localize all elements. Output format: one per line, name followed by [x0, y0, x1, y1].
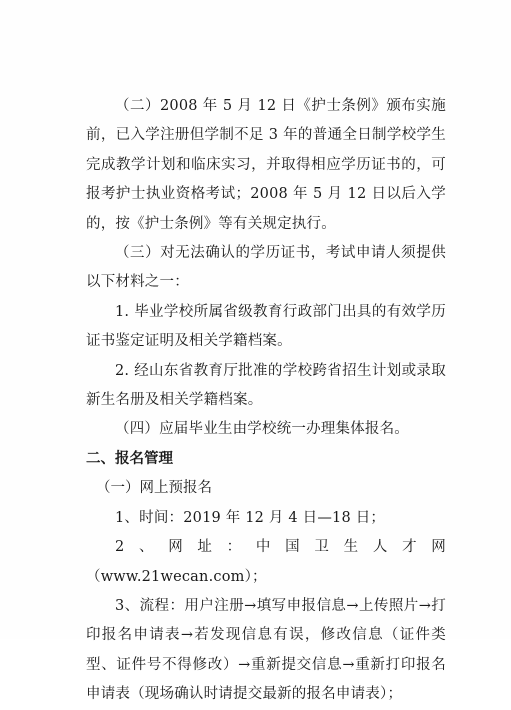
paragraph-graduates-group-registration: （四）应届毕业生由学校统一办理集体报名。	[115, 421, 409, 438]
list-item-time: 1、时间：2019 年 12 月 4 日—18 日；	[115, 509, 386, 526]
section-heading: 二、报名管理	[86, 450, 173, 467]
document-body	[86, 92, 446, 710]
list-item-website: 2、网址：中国卫生人才网（www.21wecan.com）；	[86, 539, 446, 585]
paragraph-material-option-1: 1. 毕业学校所属省级教育行政部门出具的有效学历证书鉴定证明及相关学籍档案。	[86, 303, 446, 350]
paragraph-unverifiable-certificates: （三）对无法确认的学历证书，考试申请人须提供以下材料之一：	[86, 245, 446, 291]
paragraph-education-before-2008: （二）2008 年 5 月 12 日《护士条例》颁布实施前，已入学注册但学制不足 3 年的普通全日制学校学生完成教学计划和临床实习，并取得相应学历证书的，可报考护士执业资格考试；2008 年 5 月 12 日以后入学的，按《护士条例》等有关规定执行。	[86, 98, 446, 232]
paragraph-material-option-2: 2. 经山东省教育厅批准的学校跨省招生计划或录取新生名册及相关学籍档案。	[86, 362, 446, 409]
subsection-heading: （一）网上预报名	[96, 480, 212, 497]
list-item-process: 3、流程：用户注册→填写申报信息→上传照片→打印报名申请表→若发现信息有误，修改信息（证件类型、证件号不得修改）→重新提交信息→重新打印报名申请表（现场确认时请提交最新的报名申请表）；	[86, 597, 446, 703]
